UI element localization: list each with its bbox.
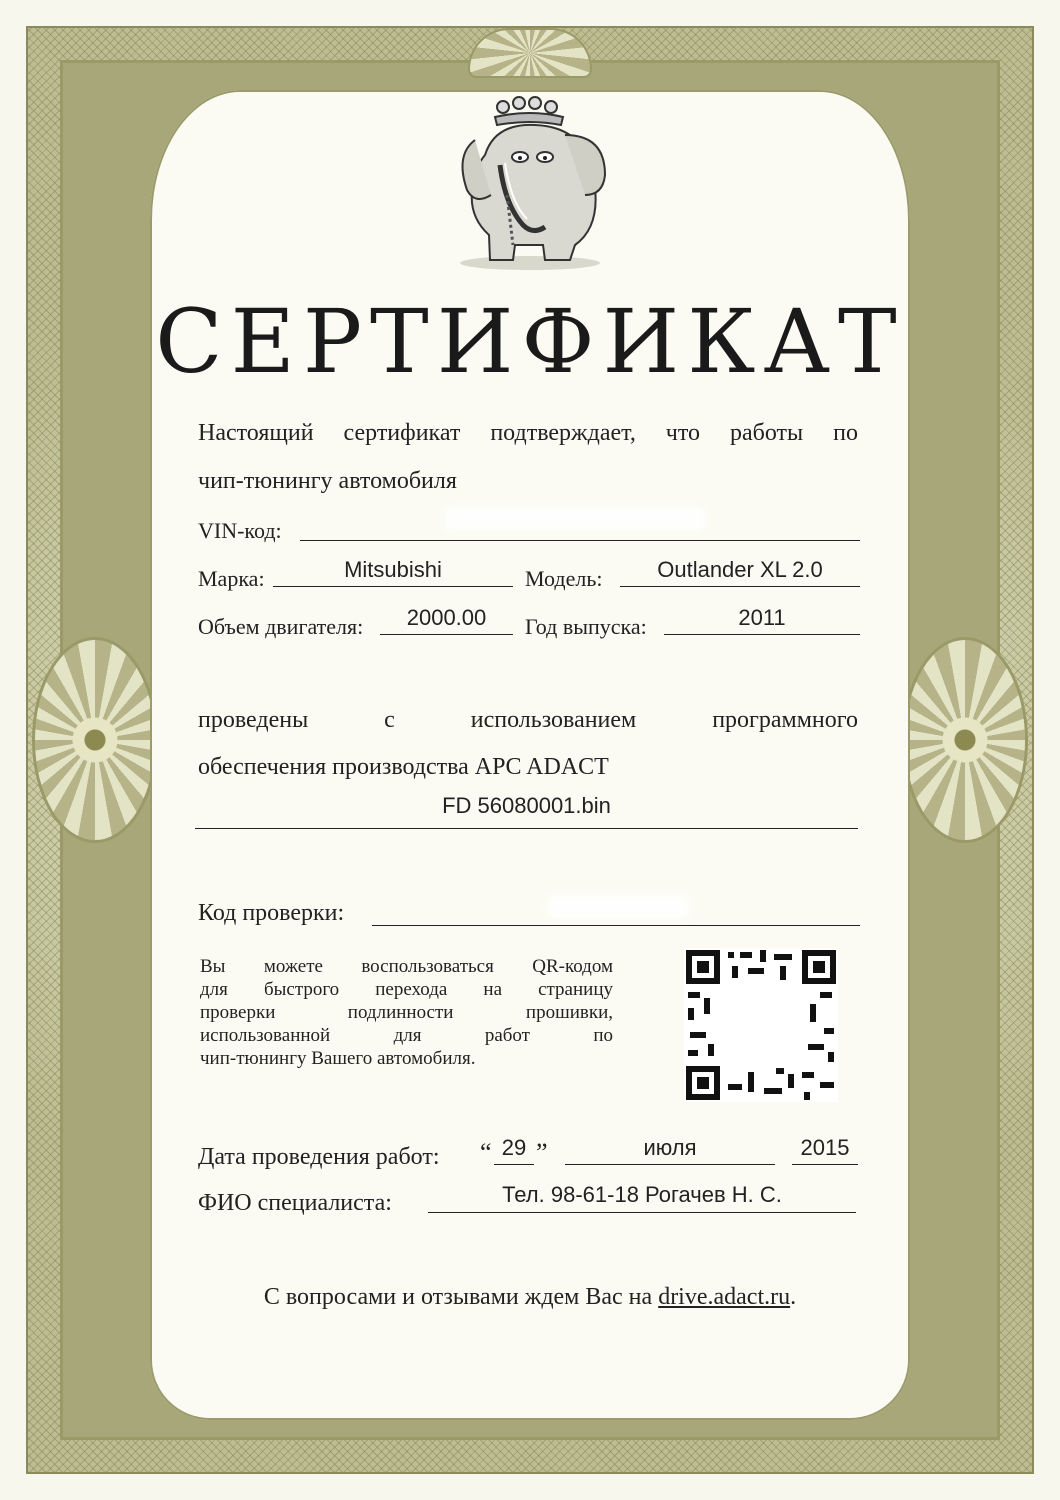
check-code-label: Код проверки: (198, 900, 345, 926)
elephant-with-crown-icon (445, 95, 615, 270)
certificate-title: СЕРТИФИКАТ (155, 290, 905, 393)
top-ornament (470, 30, 590, 76)
qr-text-line-3: проверки подлинности прошивки, (200, 1002, 613, 1023)
footer-end: . (790, 1284, 797, 1310)
year-label: Год выпуска: (525, 614, 647, 639)
model-value: Outlander XL 2.0 (657, 557, 823, 582)
year-value: 2011 (738, 605, 786, 630)
specialist-label: ФИО специалиста: (198, 1190, 392, 1216)
qr-text-line-2: для быстрого перехода на страницу (200, 979, 613, 1000)
model-label: Модель: (525, 566, 603, 591)
qr-text-line-5: чип-тюнингу Вашего автомобиля. (200, 1048, 476, 1069)
date-month: июля (643, 1135, 697, 1160)
qr-text-line-4: использованной для работ по (200, 1025, 613, 1046)
date-year: 2015 (800, 1135, 850, 1160)
engine-value: 2000.00 (406, 605, 487, 630)
engine-label: Объем двигателя: (198, 614, 364, 639)
body-line-1: проведены с использованием программного (198, 707, 858, 733)
check-code-redaction (548, 896, 688, 918)
intro-line-1: Настоящий сертификат подтверждает, что работы по (198, 420, 858, 446)
date-open-quote: “ (480, 1138, 492, 1167)
vin-redaction (445, 508, 705, 530)
footer-link[interactable]: drive.adact.ru (658, 1284, 791, 1310)
footer-text: С вопросами и отзывами ждем Вас на (263, 1284, 659, 1310)
right-rosette-ornament (905, 640, 1025, 840)
footer-line (0, 1282, 1060, 1312)
qr-code-icon (684, 948, 838, 1102)
make-value: Mitsubishi (344, 557, 442, 582)
firmware-value: FD 56080001.bin (442, 793, 611, 818)
body-line-2: обеспечения производства APC ADACT (198, 754, 609, 780)
date-day: 29 (501, 1135, 527, 1160)
vin-label: VIN-код: (198, 518, 282, 543)
left-rosette-ornament (35, 640, 155, 840)
qr-text-line-1: Вы можете воспользоваться QR-кодом (200, 956, 613, 977)
intro-line-2: чип-тюнингу автомобиля (198, 468, 457, 494)
specialist-value: Тел. 98-61-18 Рогачев Н. С. (502, 1182, 782, 1207)
date-label: Дата проведения работ: (198, 1144, 440, 1170)
make-label: Марка: (198, 566, 265, 591)
date-close-quote: ” (536, 1138, 548, 1167)
